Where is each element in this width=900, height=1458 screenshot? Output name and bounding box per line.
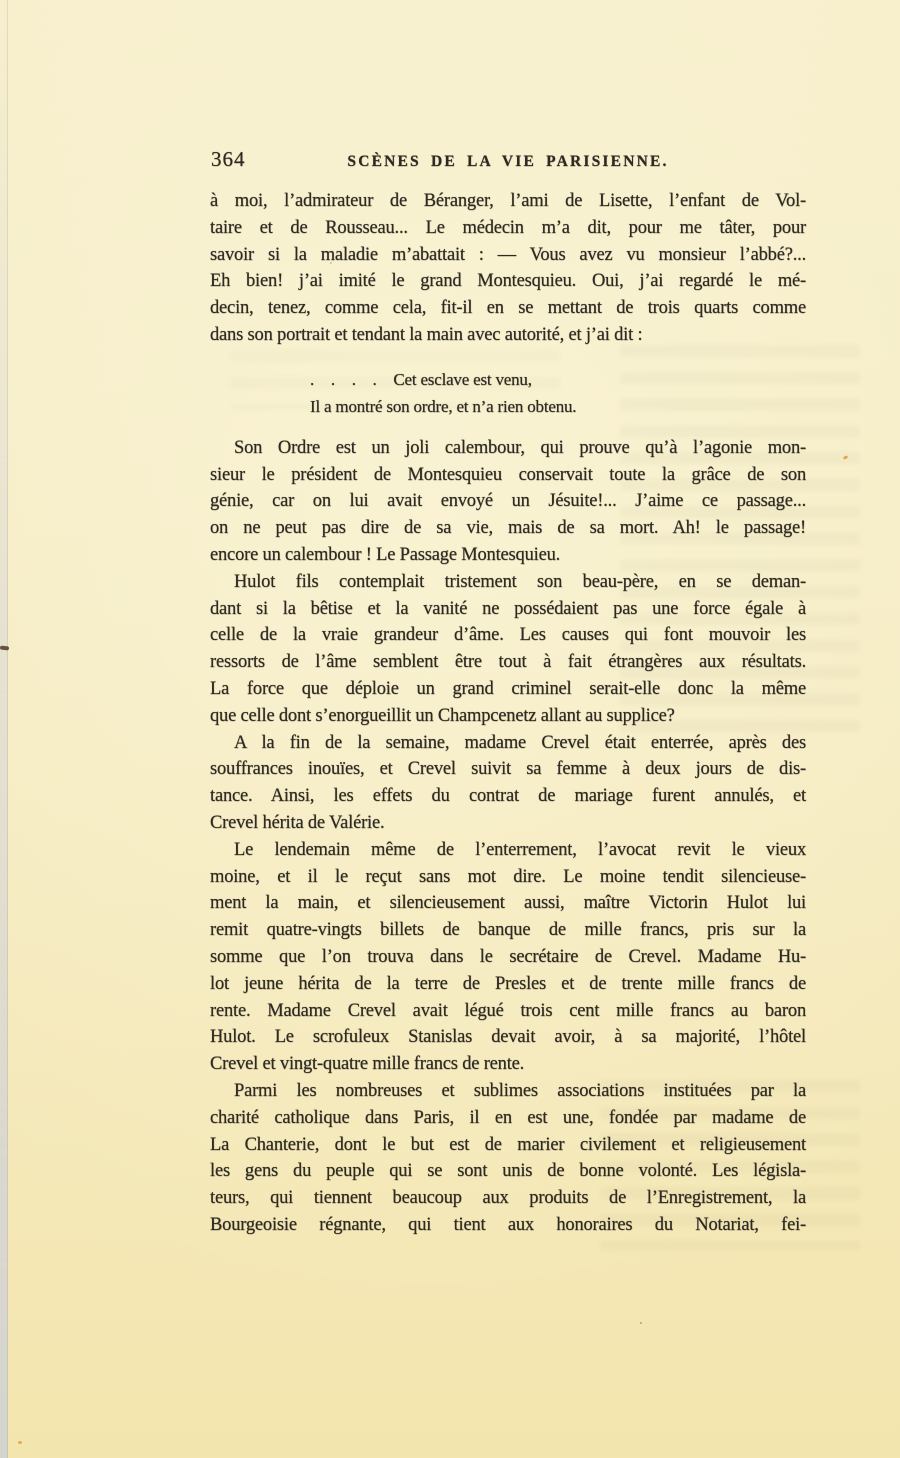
text-line: rente. Madame Crevel avait légué trois cent mille francs au baron: [210, 1000, 806, 1021]
text-line: Bourgeoisie régnante, qui tient aux honoraires du Notariat, fei-: [210, 1214, 806, 1235]
foxing-speck: [18, 1441, 22, 1444]
text-line: Le lendemain même de l’enterrement, l’avocat revit le vieux: [234, 839, 806, 860]
text-line: ment la main, et silencieusement aussi, maître Victorin Hulot lui: [210, 893, 806, 914]
text-line: decin, tenez, comme cela, fit-il en se mettant de trois quarts comme: [210, 298, 806, 319]
text-line: génie, car on lui avait envoyé un Jésuite!... J’aime ce passage...: [210, 491, 806, 512]
text-line: dans son portrait et tendant la main avec autorité, et j’ai dit :: [210, 324, 643, 345]
text-line: taire et de Rousseau... Le médecin m’a dit, pour me tâter, pour: [210, 217, 806, 238]
text-line: Hulot fils contemplait tristement son beau-père, en se deman-: [234, 571, 806, 592]
text-line: moine, et il le reçut sans mot dire. Le moine tendit silencieuse-: [210, 866, 806, 887]
text-line: Hulot. Le scrofuleux Stanislas devait avoir, à sa majorité, l’hôtel: [210, 1027, 806, 1048]
paragraph: [210, 730, 806, 837]
paragraph: [210, 837, 806, 1078]
foxing-speck: [640, 1322, 642, 1324]
text-line: que celle dont s’enorgueillit un Champcenetz allant au supplice?: [210, 705, 675, 726]
paragraph: [210, 435, 806, 569]
ink-mark: [0, 646, 9, 651]
page-header: [210, 149, 806, 175]
text-line: ressorts de l’âme semblent être tout à fait étrangères aux résultats.: [210, 652, 806, 673]
paragraph: [210, 569, 806, 730]
text-line: celle de la vraie grandeur d’âme. Les causes qui font mouvoir les: [210, 625, 806, 646]
text-line: A la fin de la semaine, madame Crevel était enterrée, après des: [234, 732, 806, 753]
text-line: La force que déploie un grand criminel serait-elle donc la même: [210, 678, 806, 699]
text-line: teurs, qui tiennent beaucoup aux produits de l’Enregistrement, la: [210, 1188, 806, 1209]
verse-quote: [210, 366, 806, 420]
text-line: lot jeune hérita de la terre de Presles et de trente mille francs de: [210, 973, 806, 994]
running-header: SCÈNES DE LA VIE PARISIENNE.: [347, 153, 669, 170]
text-line: savoir si la maladie m’abattait : — Vous avez vu monsieur l’abbé?...: [210, 244, 806, 265]
text-line: encore un calembour ! Le Passage Montesquieu.: [210, 544, 561, 565]
text-line: sieur le président de Montesquieu conservait toute la grâce de son: [210, 464, 806, 485]
text-line: somme que l’on trouva dans le secrétaire de Crevel. Madame Hu-: [210, 946, 806, 967]
foxing-speck: [843, 455, 849, 460]
text-line: Il a montré son ordre, et n’a rien obtenu.: [310, 396, 577, 416]
paragraph: [210, 1078, 806, 1239]
text-line: . . . . Cet esclave est venu,: [310, 369, 532, 389]
text-line: tance. Ainsi, les effets du contrat de mariage furent annulés, et: [210, 786, 806, 807]
text-line: remit quatre-vingts billets de banque de mille francs, pris sur la: [210, 920, 806, 941]
page-number: 364: [211, 147, 246, 171]
text-line: charité catholique dans Paris, il en est une, fondée par madame de: [210, 1107, 806, 1128]
text-line: on ne peut pas dire de sa vie, mais de sa mort. Ah! le passage!: [210, 518, 806, 539]
text-line: dant si la bêtise et la vanité ne possédaient pas une force égale à: [210, 598, 806, 619]
text-line: Son Ordre est un joli calembour, qui prouve qu’à l’agonie mon-: [234, 437, 806, 458]
text-line: Crevel et vingt-quatre mille francs de rente.: [210, 1054, 525, 1075]
body-text: [210, 188, 806, 1239]
text-line: souffrances inouïes, et Crevel suivit sa femme à deux jours de dis-: [210, 759, 806, 780]
text-line: Eh bien! j’ai imité le grand Montesquieu. Oui, j’ai regardé le mé-: [210, 271, 806, 292]
text-line: à moi, l’admirateur de Béranger, l’ami de Lisette, l’enfant de Vol-: [210, 191, 806, 211]
text-line: Crevel hérita de Valérie.: [210, 812, 385, 833]
page-edge-shadow: [0, 0, 8, 1458]
text-block: [210, 149, 806, 1239]
paragraph: [210, 188, 806, 349]
text-line: Parmi les nombreuses et sublimes associations instituées par la: [234, 1080, 806, 1101]
text-line: les gens du peuple qui se sont unis de bonne volonté. Les législa-: [210, 1161, 806, 1182]
text-line: La Chanterie, dont le but est de marier civilement et religieusement: [210, 1134, 806, 1155]
